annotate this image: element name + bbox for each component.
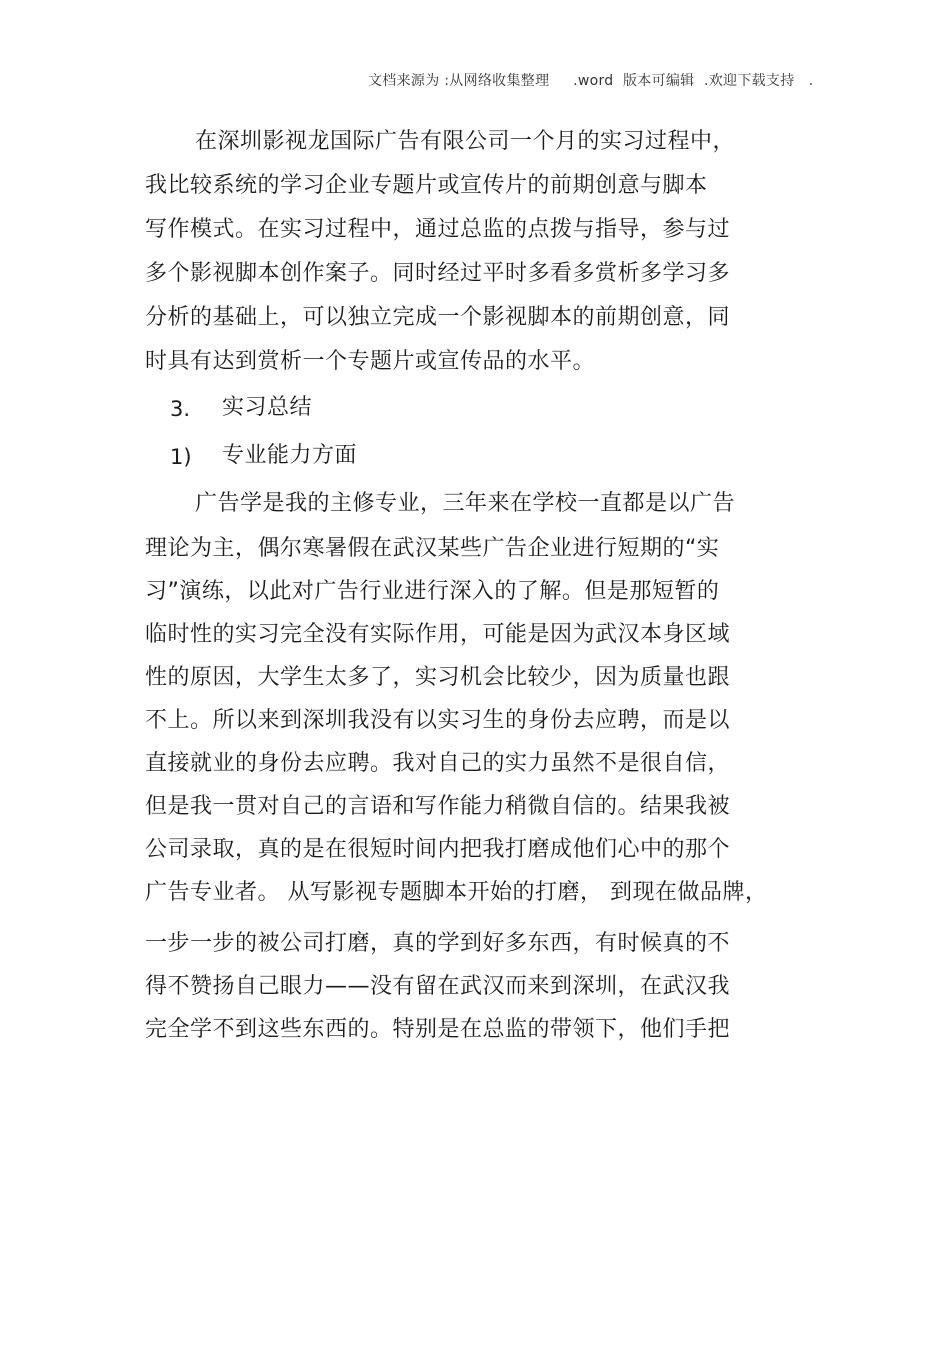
paragraph-2-line-9: 公司录取，真的是在很短时间内把我打磨成他们心中的那个 xyxy=(145,837,731,862)
paragraph-2-line-8: 但是我一贯对自己的言语和写作能力稍微自信的。结果我被 xyxy=(145,794,731,819)
paragraph-2-line-2: 理论为主，偶尔寒暑假在武汉某些广告企业进行短期的“实 xyxy=(145,536,720,561)
source-header: 文档来源为 :从网络收集整理 .word 版本可编辑 .欢迎下载支持 . xyxy=(368,73,814,89)
paragraph-1-line-3: 写作模式。在实习过程中，通过总监的点拨与指导，参与过 xyxy=(145,217,731,242)
subsection-1-number: 1) xyxy=(170,445,192,469)
paragraph-1-line-2: 我比较系统的学习企业专题片或宣传片的前期创意与脚本 xyxy=(145,173,708,198)
section-3-number: 3. xyxy=(170,397,191,421)
paragraph-2-line-7: 直接就业的身份去应聘。我对自己的实力虽然不是很自信， xyxy=(145,751,731,776)
paragraph-2-line-10: 广告专业者。 从写影视专题脚本开始的打磨， 到现在做品牌， xyxy=(145,880,768,905)
paragraph-1-line-4: 多个影视脚本创作案子。同时经过平时多看多赏析多学习多 xyxy=(145,261,731,286)
paragraph-2-line-1: 广告学是我的主修专业，三年来在学校一直都是以广告 xyxy=(195,491,736,516)
subsection-1-title: 专业能力方面 xyxy=(222,443,358,468)
paragraph-2-line-3: 习”演练，以此对广告行业进行深入的了解。但是那短暂的 xyxy=(145,579,720,604)
section-3-title: 实习总结 xyxy=(222,395,313,420)
paragraph-2-line-12: 得不赞扬自己眼力——没有留在武汉而来到深圳，在武汉我 xyxy=(145,974,731,999)
paragraph-2-line-6: 不上。所以来到深圳我没有以实习生的身份去应聘，而是以 xyxy=(145,708,731,733)
paragraph-2-line-5: 性的原因，大学生太多了，实习机会比较少，因为质量也跟 xyxy=(145,665,731,690)
paragraph-2-line-11: 一步一步的被公司打磨，真的学到好多东西，有时候真的不 xyxy=(145,931,731,956)
paragraph-2-line-13: 完全学不到这些东西的。特别是在总监的带领下，他们手把 xyxy=(145,1017,731,1042)
paragraph-1-line-1: 在深圳影视龙国际广告有限公司一个月的实习过程中， xyxy=(195,129,736,154)
paragraph-2-line-4: 临时性的实习完全没有实际作用，可能是因为武汉本身区域 xyxy=(145,622,731,647)
paragraph-1-line-6: 时具有达到赏析一个专题片或宣传品的水平。 xyxy=(145,349,596,374)
paragraph-1-line-5: 分析的基础上，可以独立完成一个影视脚本的前期创意，同 xyxy=(145,305,731,330)
